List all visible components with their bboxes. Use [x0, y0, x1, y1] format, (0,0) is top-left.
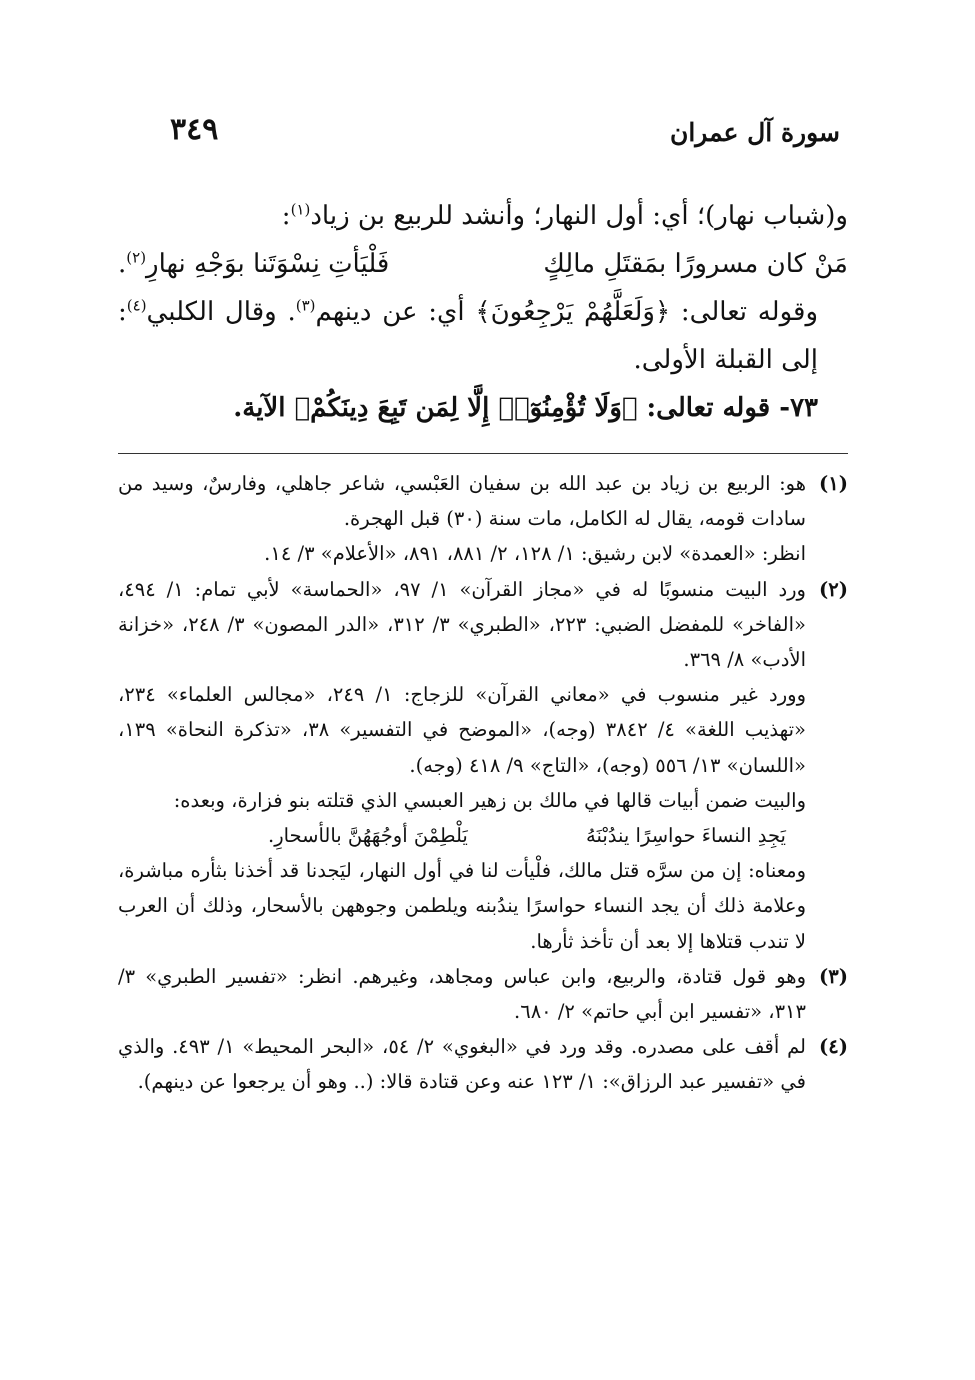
main-p2-b: . وقال الكلبي [146, 297, 296, 327]
footnote-ref-3[interactable]: (٣) [295, 296, 316, 315]
footnote-1-refs: انظر: «العمدة» لابن رشيق: ١/ ١٢٨، ٢/ ٨٨١، ٨٩١، «الأعلام» ٣/ ١٤. [264, 542, 806, 566]
main-line-1: و(شباب نهار)؛ أي: أول النهار؛ وأنشد للربيع بن زياد [310, 201, 848, 231]
verse-73-heading: ٧٣- قوله تعالى: ﴿وَلَا تُؤْمِنُوٓا۟ إِلَّا لِمَن تَبِعَ دِينَكُمْ﴾ الآية. [233, 393, 818, 423]
footnote-3-text: وهو قول قتادة، والربيع، وابن عباس ومجاهد، وغيرهم. انظر: «تفسير الطبري» ٣/ ٣١٣، «تفسير ابن أبي حاتم» ٢/ ٦٨٠. [118, 964, 806, 1024]
footnote-ref-4[interactable]: (٤) [126, 296, 147, 315]
page-header [140, 112, 840, 158]
footnote-ref-2[interactable]: (٢) [126, 248, 147, 267]
page-number: ٣٤٩ [170, 112, 219, 147]
verse-end: . [118, 249, 127, 279]
footnote-2-para-1: ورد البيت منسوبًا له في «مجاز القرآن» ١/ ٩٧، «الحماسة» لأبي تمام: ١/ ٤٩٤، «الفاخر» للمفضل الضبي: ٢٢٣، «الطبري» ٣/ ٣١٢، «الدر المصون» ٣/ ٢٤٨، «خزانة الأدب» ٨/ ٣٦٩. [118, 577, 806, 672]
running-title: سورة آل عمران [669, 118, 840, 147]
footnote-number: (٣) [819, 964, 848, 988]
verse-first-hemistich: مَنْ كان مسرورًا بمَقتَلِ مالِكٍ [543, 249, 848, 279]
footnote-4-text: لم أقف على مصدره. وقد ورد في «البغوي» ٢/ ٥٤، «البحر المحيط» ١/ ٤٩٣. والذي في «تفسير عبد الرزاق»: ١/ ١٢٣ عنه وعن قتادة قالا: (.. وهو أن يرجعوا عن دينهم). [118, 1035, 806, 1094]
footnote-1 [118, 466, 848, 572]
footnote-2-para-4: ومعناه: إن من سرَّه قتل مالك، فلْيأت لنا في أول النهار، ليَجدنا قد أخذنا بثأره مباشرة، وعلامة ذلك أن يجد النساء حواسرًا يندُبنه ويلطمن وجوههن بالأسحار، وذلك أن العرب لا تندب قتلاها إلا بعد أن تأخذ ثأرها. [118, 859, 806, 953]
verse-second-hemistich-group [118, 240, 389, 288]
main-line-1-end: : [281, 201, 291, 231]
footnotes [118, 466, 848, 1100]
footnote-2 [118, 572, 848, 959]
poetry-verse [118, 240, 848, 288]
main-p2-c: : إلى القبلة الأولى. [118, 297, 818, 375]
footnote-ref-1[interactable]: (١) [290, 200, 311, 219]
main-text [118, 192, 848, 432]
footnote-3 [118, 959, 848, 1029]
main-paragraph-1 [118, 192, 848, 240]
footnote-1-text: هو: الربيع بن زياد بن عبد الله بن سفيان العَبْسي، شاعر جاهلي، وفارسٌ، وسيد من سادات قومه، يقال له الكامل، مات سنة (٣٠) قبل الهجرة. [118, 472, 806, 531]
footnote-2-para-3: والبيت ضمن أبيات قالها في مالك بن زهير العبسي الذي قتلته بنو فزارة، وبعده: [173, 788, 806, 812]
main-paragraph-2 [118, 288, 848, 384]
footnote-2-para-2: وورد غير منسوب في «معاني القرآن» للزجاج: ١/ ٢٤٩، «مجالس العلماء» ٢٣٤، «تهذيب اللغة» ٤/ ٣٨٤٢ (وجه)، «الموضح في التفسير» ٣٨، «تذكرة النحاة» ١٣٩، «اللسان» ١٣/ ٥٥٦ (وجه)، «التاج» ٩/ ٤١٨ (وجه). [118, 683, 806, 777]
footnote-number: (١) [819, 472, 848, 495]
footnote-number: (٤) [819, 1035, 848, 1059]
main-p2-a: وقوله تعالى: ﴿وَلَعَلَّهُمْ يَرْجِعُونَ﴾ أي: عن دينهم [315, 297, 819, 327]
footnote-separator [118, 453, 848, 454]
footnote-4 [118, 1029, 848, 1099]
footnote-number: (٢) [819, 577, 848, 601]
verse-second-hemistich: فَلْيَأتِ نِسْوَتَنا بوَجْهِ نهارِ [146, 249, 390, 279]
footnote-verse-second-hemistich: يَلْطِمْنَ أوجُهَهُنَّ بالأسحارِ. [268, 824, 468, 848]
footnote-2-verse [118, 818, 806, 853]
footnote-verse-first-hemistich: يَجِدِ النساءَ حواسِرًا يندُبْنَهُ [586, 824, 786, 848]
